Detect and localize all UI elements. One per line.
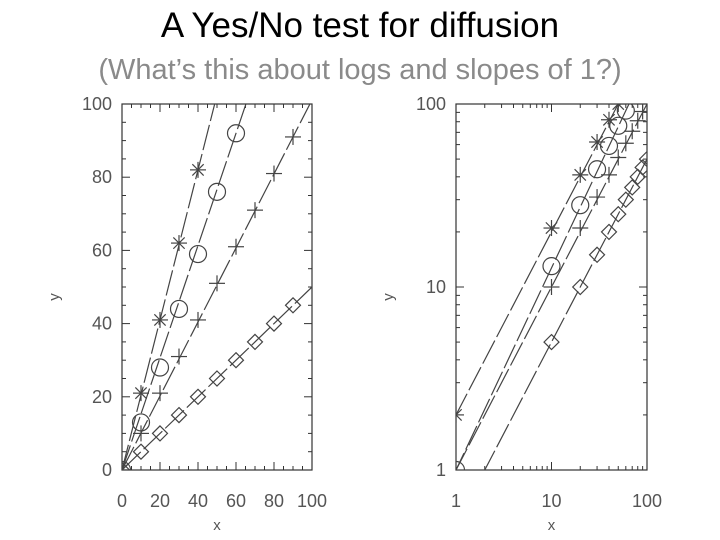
linear-y-tick-label: 40 [91,313,112,334]
log-point-circle [610,117,627,134]
linear-x-tick-label: 100 [296,491,328,511]
log-plot-area [427,0,675,540]
linear-y-tick-label: 20 [91,386,112,407]
slide-title: A Yes/No test for diffusion [160,6,560,45]
linear-y-tick-label: 0 [101,460,112,480]
log-y-tick-label: 100 [415,94,446,114]
log-point-plus [589,189,605,205]
linear-x-tick-label: 20 [149,491,171,511]
log-y-tick-label: 1 [435,460,446,480]
log-point-asterisk [572,167,588,183]
log-point-asterisk [610,96,626,112]
log-point-asterisk [448,407,464,423]
linear-x-axis-label: x [213,517,221,534]
log-x-tick-label: 100 [631,491,663,511]
log-point-plus [639,96,655,112]
slide-subtitle: (What’s this about logs and slopes of 1?) [98,54,622,86]
log-point-circle [543,258,560,275]
log-y-tick-label: 10 [425,277,446,297]
log-point-plus [544,279,560,295]
linear-x-tick-label: 60 [225,491,247,511]
log-series-line-circle [427,5,675,531]
linear-y-axis-label: y [46,293,63,301]
log-point-plus [618,135,634,151]
linear-x-tick-label: 80 [263,491,285,511]
log-point-plus [601,167,617,183]
log-point-plus [635,103,651,119]
log-point-circle [572,197,589,214]
log-point-asterisk [601,112,617,128]
log-x-tick-label: 1 [450,491,462,511]
log-point-plus [610,150,626,166]
log-x-tick-label: 10 [541,491,562,511]
linear-x-tick-label: 0 [116,491,128,511]
log-point-asterisk [589,134,605,150]
log-point-diamond [544,335,559,350]
linear-y-tick-label: 100 [81,94,112,114]
log-x-axis-label: x [547,517,556,534]
linear-y-tick-label: 80 [91,167,112,188]
log-y-axis-label: y [380,293,397,301]
linear-y-tick-label: 60 [91,240,112,261]
log-point-asterisk [544,220,560,236]
linear-x-tick-label: 40 [187,491,209,511]
